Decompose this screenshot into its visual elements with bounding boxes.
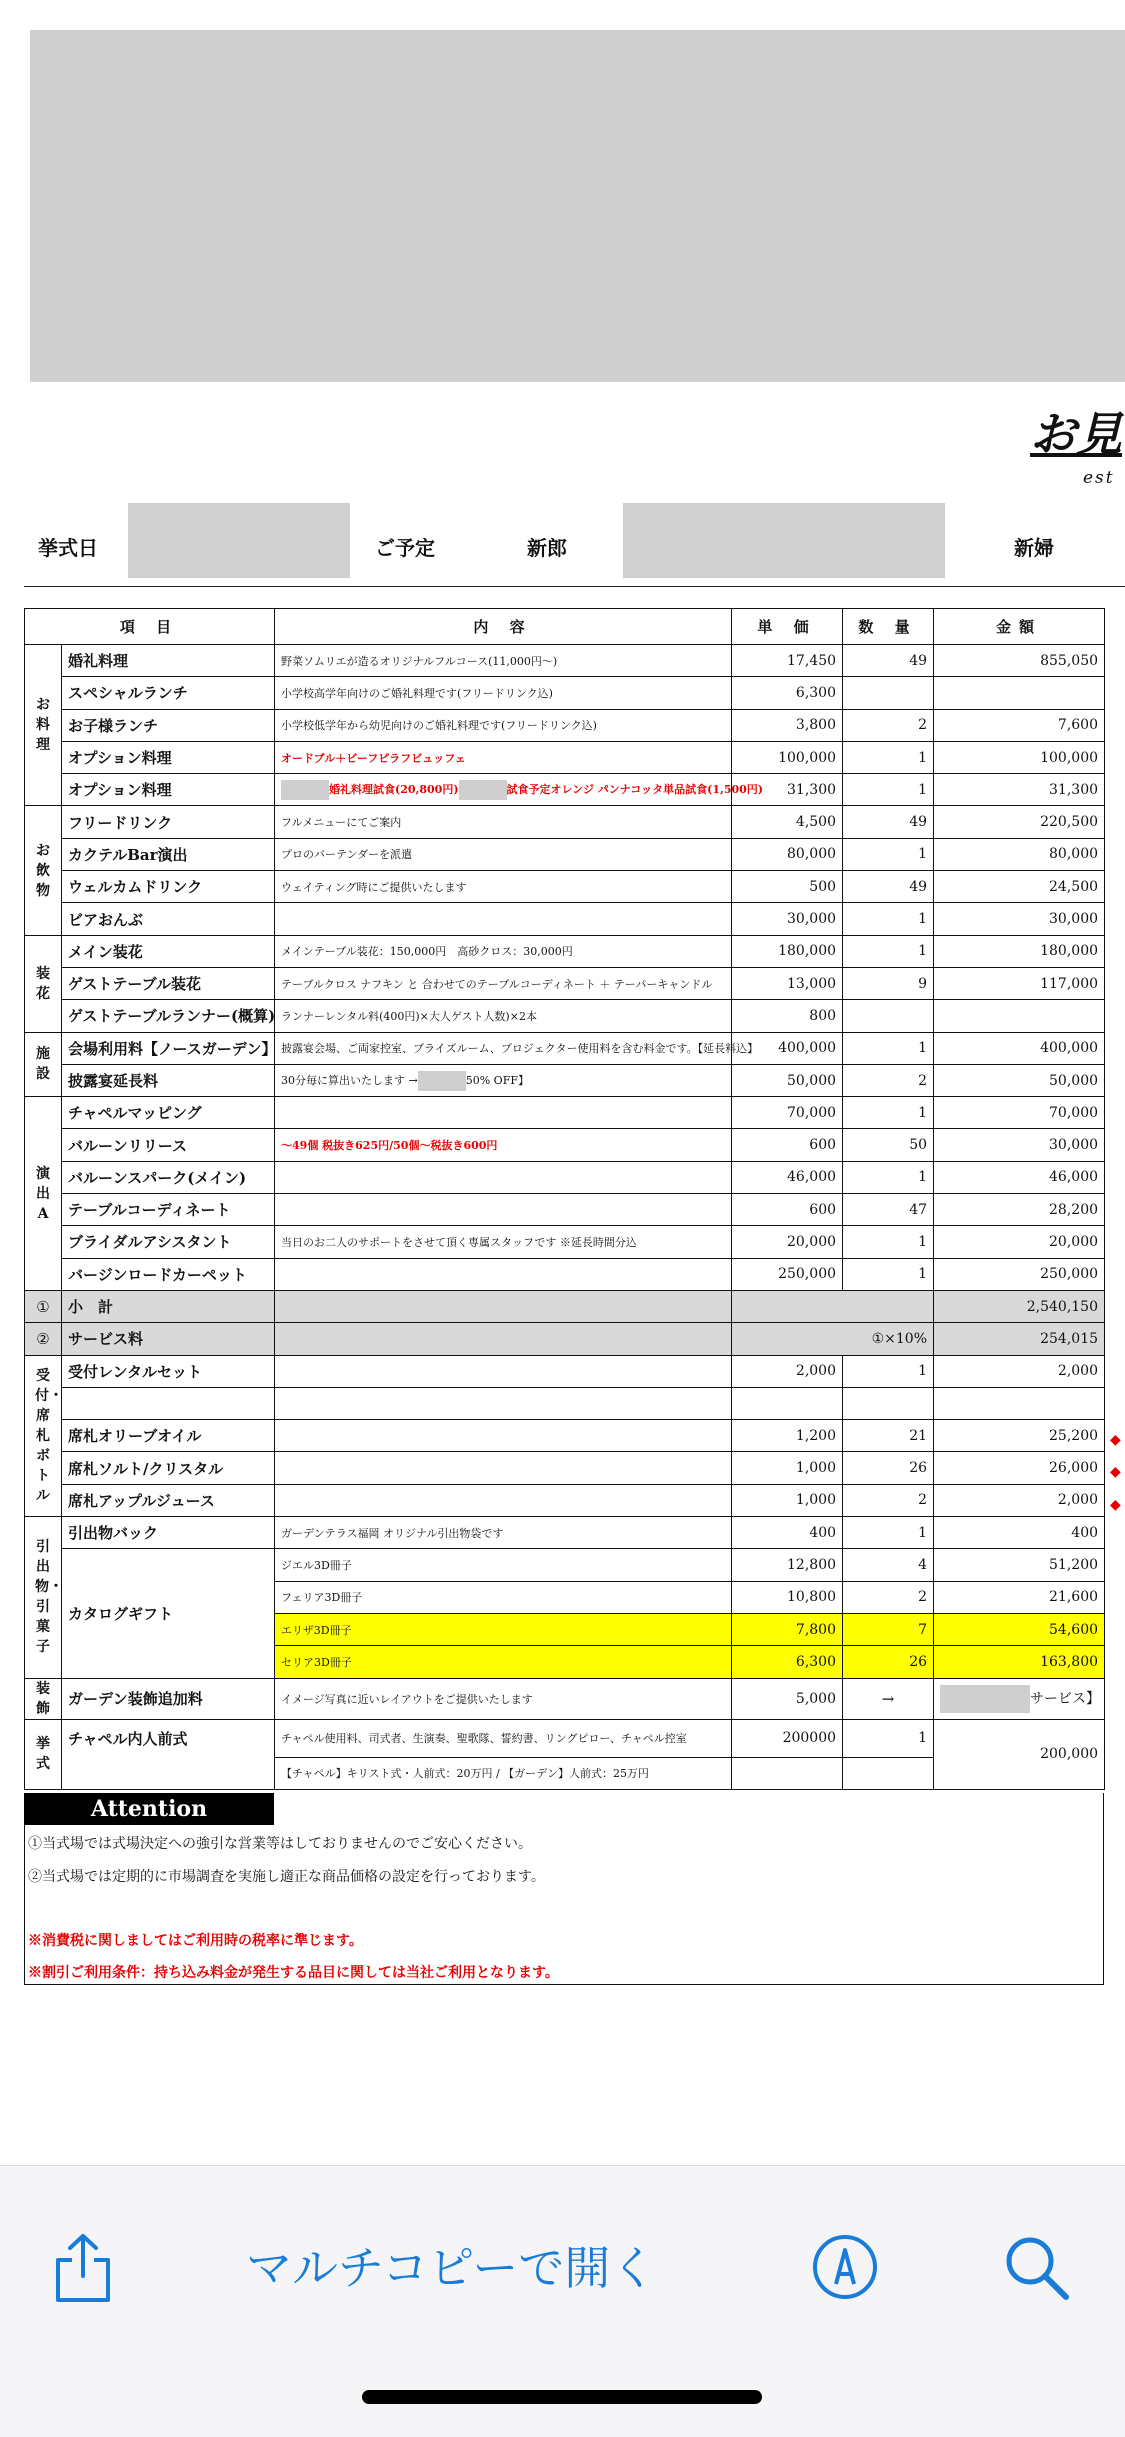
attention-title: Attention [24, 1793, 274, 1825]
unit-price: 30,000 [732, 903, 843, 935]
item-description [275, 871, 732, 903]
category-label: お料理 [36, 697, 50, 754]
item-name: 会場利用料【ノースガーデン】 [62, 1032, 275, 1064]
category-cell [25, 1355, 62, 1516]
item-description: イメージ写真に近いレイアウトをご提供いたします [275, 1678, 732, 1719]
unit-price: 180,000 [732, 935, 843, 967]
unit-price: 2,000 [732, 1355, 843, 1387]
redacted-value [418, 1071, 466, 1091]
unit-price: 3,800 [732, 709, 843, 741]
amount: 117,000 [934, 967, 1105, 999]
unit-price: 7,800 [732, 1613, 843, 1645]
quantity: 1 [843, 774, 934, 806]
item-description [275, 838, 732, 870]
item-name: 披露宴延長料 [62, 1064, 275, 1096]
item-description [275, 1226, 732, 1258]
unit-price: 6,300 [732, 677, 843, 709]
quantity: 1 [843, 1719, 934, 1757]
groom-label: 新郎 [527, 536, 567, 560]
description-text: ウェイティング時にご提供いたします [281, 880, 467, 894]
item-name: ウェルカムドリンク [62, 871, 275, 903]
category-label: 引出物・引菓子 [35, 1539, 63, 1656]
item-name: 婚礼料理 [62, 645, 275, 677]
table-row [25, 1387, 1105, 1419]
item-description [275, 645, 732, 677]
service-blank [275, 1323, 732, 1355]
amount [934, 1000, 1105, 1032]
catalog-item: エリザ3D冊子 [275, 1613, 732, 1645]
subtotal-blank [275, 1290, 732, 1322]
amount: 163,800 [934, 1646, 1105, 1678]
table-row [25, 903, 1105, 935]
redacted-value [940, 1685, 1030, 1713]
category-label: 装飾 [36, 1680, 50, 1717]
table-row [25, 1097, 1105, 1129]
diamond-marker: ◆ [1110, 1464, 1121, 1480]
unit-price: 10,800 [732, 1581, 843, 1613]
category-label: 挙式 [36, 1736, 50, 1773]
amount [934, 1387, 1105, 1419]
amount [934, 1678, 1105, 1719]
unit-price: 500 [732, 871, 843, 903]
table-row [25, 1549, 1105, 1581]
quantity: 7 [843, 1613, 934, 1645]
category-label: 受付・席札ボトル [35, 1367, 63, 1504]
unit-price: 46,000 [732, 1161, 843, 1193]
subtotal-amount: 2,540,150 [934, 1290, 1105, 1322]
attention-line-1: ①当式場では式場決定への強引な営業等はしておりませんのでご安心ください。 [28, 1836, 532, 1852]
table-row [25, 609, 1105, 645]
amount: 51,200 [934, 1549, 1105, 1581]
quantity: 1 [843, 935, 934, 967]
item-description [275, 774, 764, 806]
unit-price: 1,000 [732, 1484, 843, 1516]
column-header-quantity: 数 量 [843, 609, 934, 645]
column-header-amount: 金額 [934, 609, 1105, 645]
category-label: 演出A [36, 1165, 50, 1222]
diamond-marker: ◆ [1110, 1497, 1121, 1513]
item-name: チャペルマッピング [62, 1097, 275, 1129]
document-subtitle: est [1083, 468, 1115, 488]
quantity: 26 [843, 1646, 934, 1678]
table-row [25, 741, 1105, 773]
amount: 400,000 [934, 1032, 1105, 1064]
quantity: 1 [843, 1226, 934, 1258]
item-name: チャペル内人前式 [62, 1719, 275, 1789]
amount: 180,000 [934, 935, 1105, 967]
item-description [275, 1064, 732, 1096]
item-description [275, 1484, 732, 1516]
quantity: 49 [843, 645, 934, 677]
table-row [25, 677, 1105, 709]
item-description [275, 935, 732, 967]
amount: 250,000 [934, 1258, 1105, 1290]
description-text: テーブルクロス ナフキン と 合わせてのテーブルコーディネート ＋ テーパーキャンドル [281, 977, 713, 991]
amount: 28,200 [934, 1194, 1105, 1226]
quantity: 2 [843, 1484, 934, 1516]
category-cell [25, 1517, 62, 1678]
category-cell [25, 1097, 62, 1291]
category-label: 施設 [36, 1046, 50, 1083]
unit-price: 12,800 [732, 1549, 843, 1581]
table-row [25, 709, 1105, 741]
open-in-multicopy-button[interactable]: マルチコピーで開く [246, 2241, 657, 2295]
amount-text: サービス】 [1030, 1690, 1101, 1707]
share-icon [52, 2232, 114, 2304]
share-button[interactable] [52, 2232, 114, 2308]
item-name: ブライダルアシスタント [62, 1226, 275, 1258]
item-name [62, 1387, 275, 1419]
quantity [843, 1387, 934, 1419]
amount: 25,200 [934, 1420, 1105, 1452]
quantity: 50 [843, 1129, 934, 1161]
column-header-item: 項 目 [25, 609, 275, 645]
table-row [25, 1678, 1105, 1719]
table-row [25, 1484, 1105, 1516]
amount: 400 [934, 1517, 1105, 1549]
redacted-groom-name [623, 503, 945, 578]
quantity: 1 [843, 1517, 934, 1549]
estimate-table [24, 608, 1105, 1790]
amount: 50,000 [934, 1064, 1105, 1096]
quantity: 9 [843, 967, 934, 999]
table-row [25, 1032, 1105, 1064]
catalog-item: フェリア3D冊子 [275, 1581, 732, 1613]
quantity: 26 [843, 1452, 934, 1484]
unit-price: 20,000 [732, 1226, 843, 1258]
quantity: 21 [843, 1420, 934, 1452]
item-name: メイン装花 [62, 935, 275, 967]
amount: 20,000 [934, 1226, 1105, 1258]
planned-label: ご予定 [375, 536, 435, 560]
item-name: バルーンリリース [62, 1129, 275, 1161]
item-description: チャペル使用料、司式者、生演奏、聖歌隊、誓約書、リングピロー、チャペル控室 [275, 1719, 732, 1757]
catalog-item: ジエル3D冊子 [275, 1549, 732, 1581]
amount: 2,000 [934, 1355, 1105, 1387]
description-text: ランナーレンタル料(400円)×大人ゲスト人数)×2本 [281, 1009, 537, 1023]
table-row [25, 838, 1105, 870]
unit-price: 80,000 [732, 838, 843, 870]
item-description [275, 741, 732, 773]
category-cell [25, 1719, 62, 1789]
unit-price: 600 [732, 1129, 843, 1161]
quantity: 1 [843, 838, 934, 870]
amount: 31,300 [934, 774, 1105, 806]
quantity: 1 [843, 1355, 934, 1387]
item-name: ゲストテーブルランナー(概算) [62, 1000, 275, 1032]
category-cell [25, 806, 62, 935]
amount: 21,600 [934, 1581, 1105, 1613]
item-description: ガーデンテラス福岡 オリジナル引出物袋です [275, 1517, 732, 1549]
item-description [275, 677, 732, 709]
amount: 855,050 [934, 645, 1105, 677]
item-description [275, 1258, 732, 1290]
quantity: 4 [843, 1549, 934, 1581]
unit-price: 6,300 [732, 1646, 843, 1678]
amount: 220,500 [934, 806, 1105, 838]
description-text: 披露宴会場、ご両家控室、ブライズルーム、プロジェクター使用料を含む料金です。【延長料込】 [281, 1042, 759, 1056]
description-text: 婚礼料理試食(20,800円) [329, 782, 459, 796]
item-description [275, 1387, 732, 1419]
table-row [25, 806, 1105, 838]
table-row [25, 1226, 1105, 1258]
unit-price: 100,000 [732, 741, 843, 773]
blank-cell [843, 1757, 934, 1789]
item-description [275, 1097, 732, 1129]
table-row [25, 935, 1105, 967]
item-description [275, 1452, 732, 1484]
description-text: 野菜ソムリエが造るオリジナルフルコース(11,000円～) [281, 654, 558, 668]
redacted-header-image [30, 30, 1125, 382]
quantity: → [843, 1678, 934, 1719]
unit-price: 1,000 [732, 1452, 843, 1484]
description-text: メインテーブル装花：150,000円 高砂クロス：30,000円 [281, 945, 573, 959]
description-text: 当日のお二人のサポートをさせて頂く専属スタッフです ※延長時間分込 [281, 1235, 637, 1249]
amount: 46,000 [934, 1161, 1105, 1193]
table-row [25, 1000, 1105, 1032]
service-label: サービス料 [62, 1323, 275, 1355]
attention-note-2: ※割引ご利用条件：持ち込み料金が発生する品目に関しては当社ご利用となります。 [28, 1965, 559, 1981]
column-header-content: 内 容 [275, 609, 732, 645]
item-description [275, 1000, 732, 1032]
table-row [25, 1194, 1105, 1226]
description-text: プロのバーテンダーを派遣 [281, 848, 413, 862]
unit-price: 1,200 [732, 1420, 843, 1452]
table-row [25, 1420, 1105, 1452]
unit-price: 17,450 [732, 645, 843, 677]
item-name: ゲストテーブル装花 [62, 967, 275, 999]
table-row [25, 1161, 1105, 1193]
table-row [25, 1129, 1105, 1161]
amount [934, 677, 1105, 709]
amount: 100,000 [934, 741, 1105, 773]
quantity: 1 [843, 903, 934, 935]
item-name: 引出物バック [62, 1517, 275, 1549]
description-text: 30分毎に算出いたします → [281, 1073, 418, 1087]
unit-price: 70,000 [732, 1097, 843, 1129]
category-label: 装花 [36, 965, 50, 1002]
item-description [275, 903, 732, 935]
diamond-marker: ◆ [1110, 1432, 1121, 1448]
item-name: フリードリンク [62, 806, 275, 838]
bride-label: 新婦 [1014, 536, 1054, 560]
table-row [25, 967, 1105, 999]
amount: 54,600 [934, 1613, 1105, 1645]
wedding-date-label: 挙式日 [38, 536, 98, 560]
item-name: オプション料理 [62, 774, 275, 806]
table-row [25, 871, 1105, 903]
attention-line-2: ②当式場では定期的に市場調査を実施し適正な商品価格の設定を行っております。 [28, 1869, 545, 1885]
item-name: スペシャルランチ [62, 677, 275, 709]
quantity: 1 [843, 1032, 934, 1064]
unit-price: 250,000 [732, 1258, 843, 1290]
amount: 200,000 [934, 1719, 1105, 1789]
unit-price: 13,000 [732, 967, 843, 999]
item-description [275, 1129, 732, 1161]
quantity [843, 1000, 934, 1032]
description-text: ～49個 税抜き625円/50個～税抜き600円 [281, 1139, 498, 1153]
description-text: 小学校高学年向けのご婚礼料理です(フリードリンク込) [281, 686, 553, 700]
table-row [25, 1452, 1105, 1484]
category-cell [25, 1032, 62, 1097]
quantity: 49 [843, 871, 934, 903]
amount: 7,600 [934, 709, 1105, 741]
item-name: 席札オリーブオイル [62, 1420, 275, 1452]
description-text: 小学校低学年から幼児向けのご婚礼料理です(フリードリンク込) [281, 719, 597, 733]
item-name: ビアおんぶ [62, 903, 275, 935]
quantity: 1 [843, 741, 934, 773]
table-row [25, 774, 1105, 806]
item-description [275, 967, 732, 999]
quantity: 1 [843, 1097, 934, 1129]
amount: 70,000 [934, 1097, 1105, 1129]
category-cell [25, 645, 62, 806]
markup-button[interactable] [812, 2234, 878, 2304]
amount: 30,000 [934, 1129, 1105, 1161]
redacted-value [281, 780, 329, 800]
amount: 80,000 [934, 838, 1105, 870]
item-name: 席札アップルジュース [62, 1484, 275, 1516]
quantity: 2 [843, 709, 934, 741]
subtotal-blank [732, 1290, 934, 1322]
description-text: フルメニューにてご案内 [281, 816, 402, 830]
quantity: 2 [843, 1581, 934, 1613]
service-number: ② [25, 1323, 62, 1355]
unit-price: 50,000 [732, 1064, 843, 1096]
table-row [25, 1323, 1105, 1355]
category-cell [25, 935, 62, 1032]
item-name: ガーデン装飾追加料 [62, 1678, 275, 1719]
table-row [25, 1355, 1105, 1387]
unit-price: 600 [732, 1194, 843, 1226]
item-name: お子様ランチ [62, 709, 275, 741]
quantity: 49 [843, 806, 934, 838]
document-title: お見 [1030, 407, 1122, 461]
blank-cell [732, 1757, 843, 1789]
quantity [843, 677, 934, 709]
redacted-value [459, 780, 507, 800]
catalog-item: セリア3D冊子 [275, 1646, 732, 1678]
amount: 26,000 [934, 1452, 1105, 1484]
amount: 30,000 [934, 903, 1105, 935]
quantity: 1 [843, 1161, 934, 1193]
attention-note-1: ※消費税に関しましてはご利用時の税率に準じます。 [28, 1933, 363, 1949]
amount: 24,500 [934, 871, 1105, 903]
item-name: バージンロードカーペット [62, 1258, 275, 1290]
category-label: お飲物 [36, 842, 50, 899]
table-row [25, 1064, 1105, 1096]
unit-price: 400,000 [732, 1032, 843, 1064]
item-description [275, 806, 732, 838]
unit-price: 31,300 [732, 774, 843, 806]
table-row [25, 1290, 1105, 1322]
column-header-unit-price: 単 価 [732, 609, 843, 645]
item-name: オプション料理 [62, 741, 275, 773]
unit-price: 5,000 [732, 1678, 843, 1719]
search-button[interactable] [1003, 2234, 1071, 2306]
subtotal-number: ① [25, 1290, 62, 1322]
item-description [275, 1161, 732, 1193]
item-name: テーブルコーディネート [62, 1194, 275, 1226]
home-indicator [362, 2390, 762, 2404]
markup-icon [812, 2234, 878, 2300]
service-rate: ①×10% [732, 1323, 934, 1355]
table-row [25, 1517, 1105, 1549]
redacted-date [128, 503, 350, 578]
item-description [275, 1355, 732, 1387]
item-name: 受付レンタルセット [62, 1355, 275, 1387]
table-row [25, 1258, 1105, 1290]
quantity: 1 [843, 1258, 934, 1290]
item-name: カクテルBar演出 [62, 838, 275, 870]
description-text: 50% OFF】 [465, 1073, 529, 1087]
description-text: オードブル＋ビーフピラフビュッフェ [281, 751, 466, 765]
item-description [275, 1420, 732, 1452]
subtotal-label: 小 計 [62, 1290, 275, 1322]
item-description: 【チャペル】キリスト式・人前式：20万円 / 【ガーデン】人前式：25万円 [275, 1757, 732, 1789]
search-icon [1003, 2234, 1071, 2302]
unit-price [732, 1387, 843, 1419]
table-row [25, 1719, 1105, 1757]
category-cell [25, 1678, 62, 1719]
description-text: 試食予定オレンジ パンナコッタ単品試食(1,500円) [506, 782, 764, 796]
item-name: 席札ソルト/クリスタル [62, 1452, 275, 1484]
item-description [275, 1032, 759, 1064]
table-row [25, 645, 1105, 677]
unit-price: 200000 [732, 1719, 843, 1757]
item-description [275, 1194, 732, 1226]
quantity: 47 [843, 1194, 934, 1226]
item-description [275, 709, 732, 741]
header-divider [24, 586, 1125, 587]
unit-price: 800 [732, 1000, 843, 1032]
unit-price: 400 [732, 1517, 843, 1549]
item-name: バルーンスパーク(メイン) [62, 1161, 275, 1193]
catalog-gift-label: カタログギフト [62, 1549, 275, 1678]
quantity: 2 [843, 1064, 934, 1096]
service-amount: 254,015 [934, 1323, 1105, 1355]
amount: 2,000 [934, 1484, 1105, 1516]
unit-price: 4,500 [732, 806, 843, 838]
